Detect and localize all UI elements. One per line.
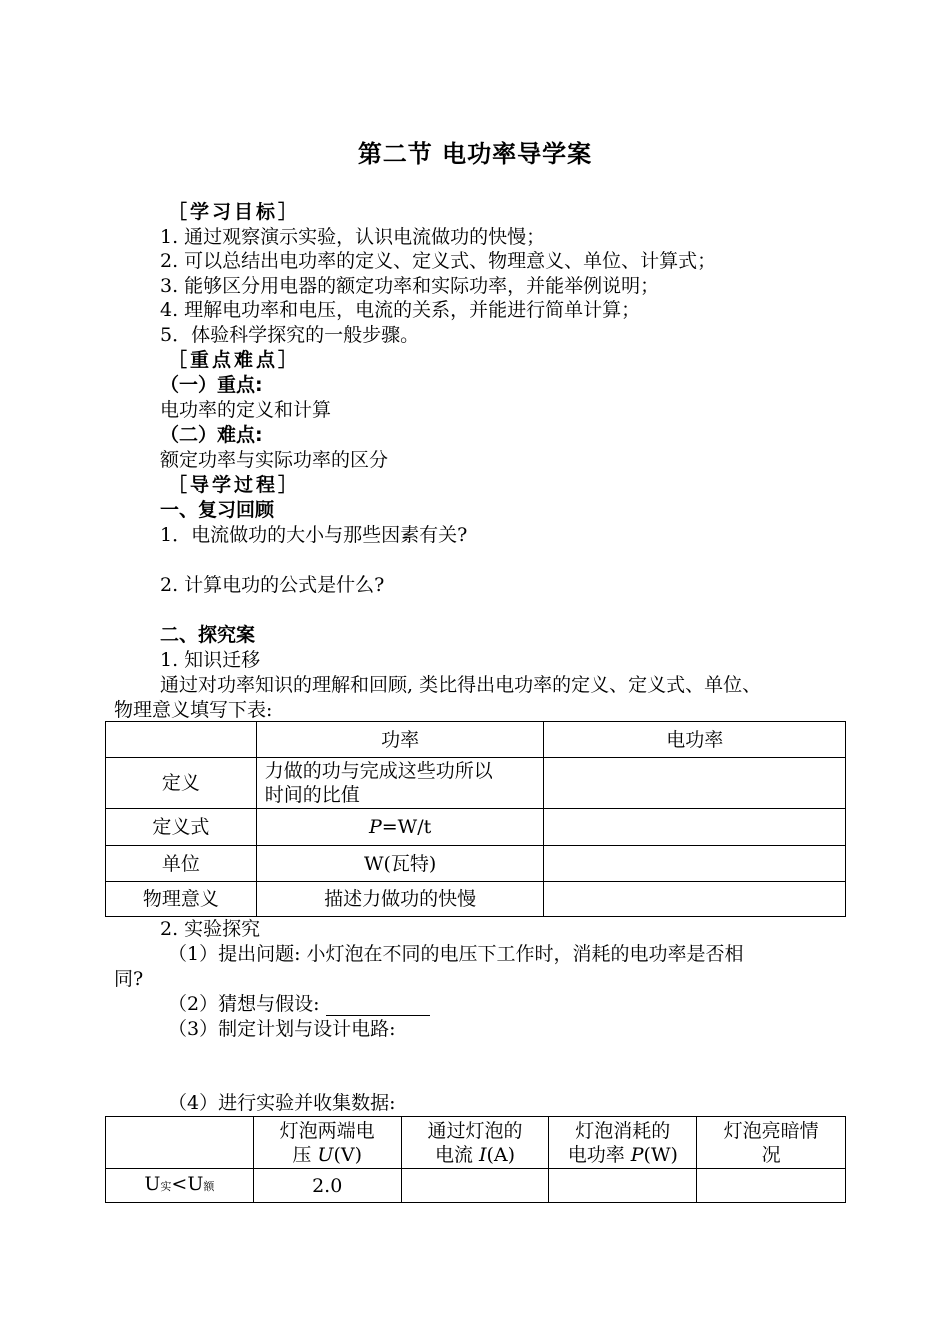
power-comparison-table	[105, 721, 846, 917]
step-3: （3）制定计划与设计电路:	[168, 1018, 396, 1040]
header-unit: (V)	[333, 1143, 362, 1166]
explore-heading: 二、探究案	[160, 624, 256, 646]
header-unit: (W)	[643, 1143, 678, 1166]
header-text: 电流	[434, 1143, 479, 1166]
electric-power-cell[interactable]	[544, 882, 846, 917]
step-2-text: （2）猜想与假设:	[168, 993, 320, 1015]
condition-text: U	[144, 1173, 161, 1195]
header-line	[410, 1143, 541, 1167]
voltage-value: 2.0	[253, 1169, 401, 1203]
experiment-heading: 2. 实验探究	[160, 918, 261, 940]
condition-subscript: 实	[160, 1180, 172, 1193]
current-header	[401, 1117, 549, 1169]
difficulty-text: 额定功率与实际功率的区分	[160, 449, 389, 471]
review-heading: 一、复习回顾	[160, 499, 275, 521]
power-unit: W(瓦特)	[256, 846, 544, 882]
focus-label: （一）重点:	[160, 374, 263, 396]
header-variable: U	[317, 1143, 334, 1166]
step-4: （4）进行实验并收集数据:	[168, 1092, 396, 1114]
goal-item-4: 4. 理解电功率和电压，电流的关系，并能进行简单计算；	[160, 299, 641, 321]
header-line	[557, 1143, 688, 1167]
brightness-header	[697, 1117, 846, 1169]
key-points-heading: ［重点难点］	[168, 349, 301, 371]
power-definition-line-2: 时间的比值	[264, 784, 360, 806]
goal-item-2: 2. 可以总结出电功率的定义、定义式、物理意义、单位、计算式；	[160, 250, 717, 272]
table-header-cell: 电功率	[544, 722, 846, 758]
header-variable: P	[630, 1143, 644, 1166]
table-row	[106, 809, 846, 846]
table-row	[106, 846, 846, 882]
power-meaning: 描述力做功的快慢	[256, 882, 544, 917]
condition-subscript: 额	[203, 1180, 215, 1193]
voltage-header	[253, 1117, 401, 1169]
knowledge-transfer-heading: 1. 知识迁移	[160, 649, 261, 671]
table-header-cell	[106, 1117, 254, 1169]
header-text: 压	[292, 1143, 318, 1166]
header-line: 通过灯泡的	[427, 1119, 523, 1142]
power-header	[549, 1117, 697, 1169]
header-line	[262, 1143, 393, 1167]
table-header-row	[106, 1117, 846, 1169]
electric-power-cell[interactable]	[544, 809, 846, 846]
header-line: 灯泡消耗的	[575, 1119, 671, 1142]
process-heading: ［导学过程］	[168, 474, 301, 496]
table-row	[106, 1169, 846, 1203]
electric-power-cell[interactable]	[544, 758, 846, 809]
intro-line-1: 通过对功率知识的理解和回顾, 类比得出电功率的定义、定义式、单位、	[160, 674, 762, 696]
power-definition-line-1: 力做的功与完成这些功所以	[264, 760, 493, 782]
row-label: 定义	[106, 758, 257, 809]
step-1-line-1: （1）提出问题: 小灯泡在不同的电压下工作时，消耗的电功率是否相	[168, 943, 744, 965]
header-variable: I	[478, 1143, 487, 1166]
row-label: 物理意义	[106, 882, 257, 917]
page-title: 第二节 电功率导学案	[357, 140, 593, 168]
header-line: 况	[761, 1143, 781, 1166]
table-header-row	[106, 722, 846, 758]
electric-power-cell[interactable]	[544, 846, 846, 882]
goal-item-3: 3. 能够区分用电器的额定功率和实际功率，并能举例说明；	[160, 275, 660, 297]
formula-variable: P	[368, 816, 382, 838]
brightness-value[interactable]	[697, 1169, 846, 1203]
power-value[interactable]	[549, 1169, 697, 1203]
review-question-2: 2. 计算电功的公式是什么?	[160, 574, 385, 596]
goals-heading: ［学习目标］	[168, 201, 301, 223]
table-header-cell	[106, 722, 257, 758]
header-line: 灯泡亮暗情	[723, 1119, 819, 1142]
hypothesis-blank[interactable]	[326, 995, 430, 1016]
condition-text: <U	[171, 1173, 204, 1195]
formula-rest: =W/t	[381, 816, 432, 838]
review-question-1: 1．电流做功的大小与那些因素有关?	[160, 524, 468, 546]
step-2	[168, 992, 430, 1016]
goal-item-5: 5．体验科学探究的一般步骤。	[160, 324, 420, 346]
condition-label	[106, 1169, 254, 1203]
table-row	[106, 882, 846, 917]
experiment-data-table	[105, 1116, 846, 1203]
table-header-cell: 功率	[256, 722, 544, 758]
difficulty-label: （二）难点:	[160, 424, 263, 446]
current-value[interactable]	[401, 1169, 549, 1203]
power-definition	[256, 758, 544, 809]
header-line: 灯泡两端电	[279, 1119, 375, 1142]
table-row	[106, 758, 846, 809]
focus-text: 电功率的定义和计算	[160, 399, 332, 421]
header-text: 电功率	[567, 1143, 631, 1166]
intro-line-2: 物理意义填写下表:	[114, 699, 273, 721]
row-label: 单位	[106, 846, 257, 882]
step-1-line-2: 同?	[114, 968, 144, 990]
goal-item-1: 1. 通过观察演示实验，认识电流做功的快慢；	[160, 226, 546, 248]
power-formula	[256, 809, 544, 846]
row-label: 定义式	[106, 809, 257, 846]
header-unit: (A)	[486, 1143, 516, 1166]
